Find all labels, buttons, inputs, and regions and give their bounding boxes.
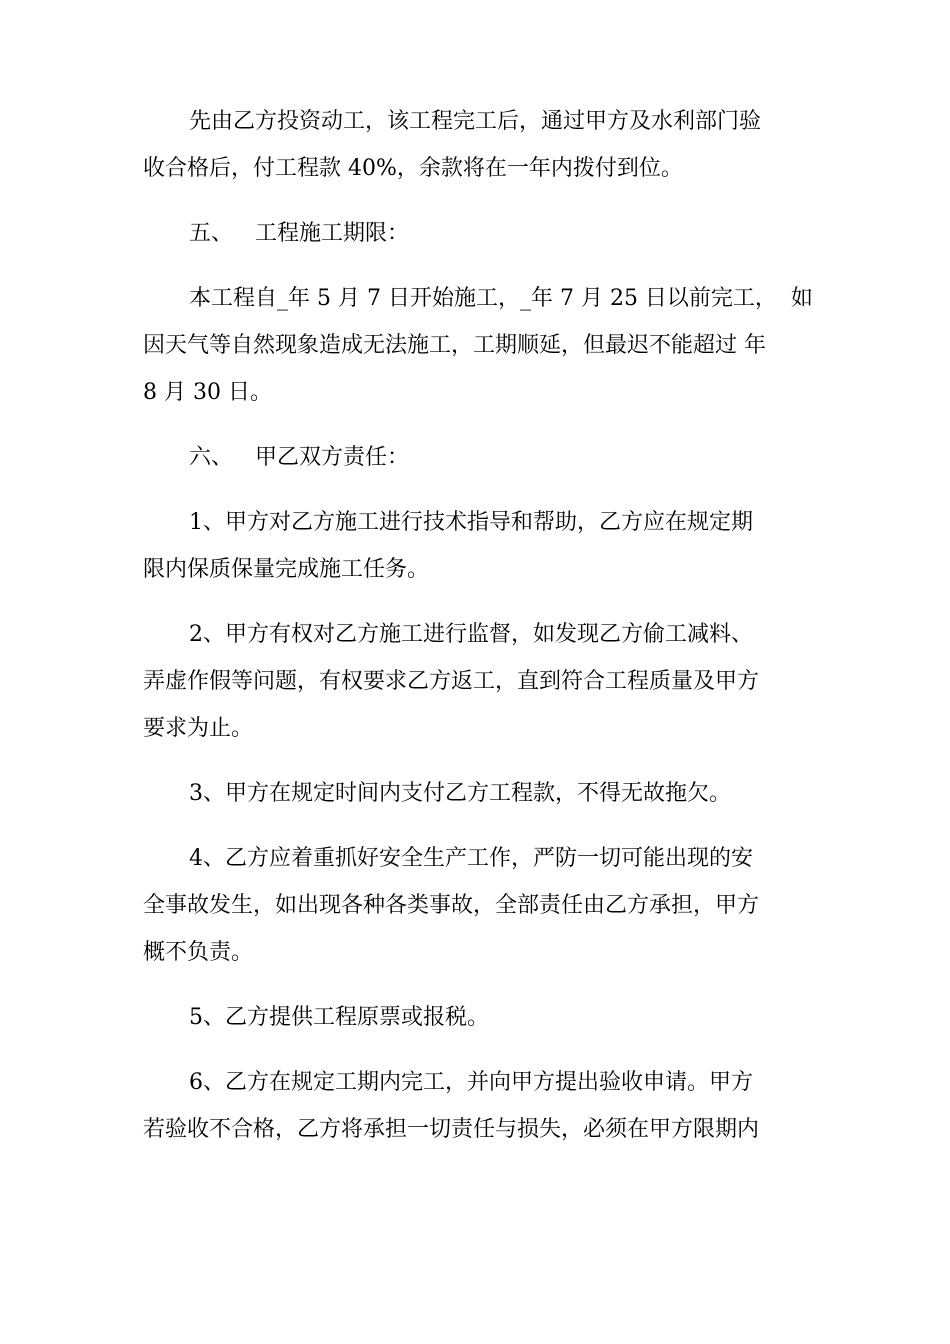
text-line: 限内保质保量完成施工任务。 <box>143 557 430 582</box>
section-title: 甲乙双方责任： <box>255 445 410 470</box>
text-line: 本工程自_年 5 月 7 日开始施工，_年 7 月 25 日以前完工， 如 <box>189 286 813 311</box>
section-heading-6 <box>143 434 819 481</box>
text-line: 弄虚作假等问题，有权要求乙方返工，直到符合工程质量及甲方 <box>143 669 760 694</box>
section-heading-5 <box>143 210 819 257</box>
payment-paragraph <box>143 98 819 192</box>
text-line: 5、乙方提供工程原票或报税。 <box>189 1005 489 1030</box>
list-item <box>143 611 819 752</box>
list-item <box>143 770 819 817</box>
text-line: 要求为止。 <box>143 716 254 741</box>
list-item <box>143 499 819 593</box>
text-line: 6、乙方在规定工期内完工，并向甲方提出验收申请。甲方 <box>189 1070 753 1095</box>
text-line: 收合格后，付工程款 40%，余款将在一年内拨付到位。 <box>143 156 683 181</box>
schedule-paragraph <box>143 275 819 416</box>
section-title: 工程施工期限： <box>255 221 410 246</box>
document-body <box>143 98 819 1171</box>
text-line: 概不负责。 <box>143 940 254 965</box>
list-item <box>143 835 819 976</box>
text-line: 先由乙方投资动工，该工程完工后，通过甲方及水利部门验 <box>189 109 762 134</box>
text-line: 1、甲方对乙方施工进行技术指导和帮助，乙方应在规定期 <box>189 510 753 535</box>
text-line: 3、甲方在规定时间内支付乙方工程款，不得无故拖欠。 <box>189 781 731 806</box>
text-line: 8 月 30 日。 <box>143 380 272 405</box>
text-line: 2、甲方有权对乙方施工进行监督，如发现乙方偷工减料、 <box>189 622 753 647</box>
text-line: 4、乙方应着重抓好安全生产工作，严防一切可能出现的安 <box>189 846 753 871</box>
section-number: 六、 <box>189 445 234 470</box>
list-item <box>143 994 819 1041</box>
list-item <box>143 1059 819 1153</box>
text-line: 全事故发生，如出现各种各类事故，全部责任由乙方承担，甲方 <box>143 893 760 918</box>
section-number: 五、 <box>189 221 234 246</box>
text-line: 因天气等自然现象造成无法施工，工期顺延，但最迟不能超过 年 <box>143 333 766 358</box>
text-line: 若验收不合格，乙方将承担一切责任与损失，必须在甲方限期内 <box>143 1117 760 1142</box>
